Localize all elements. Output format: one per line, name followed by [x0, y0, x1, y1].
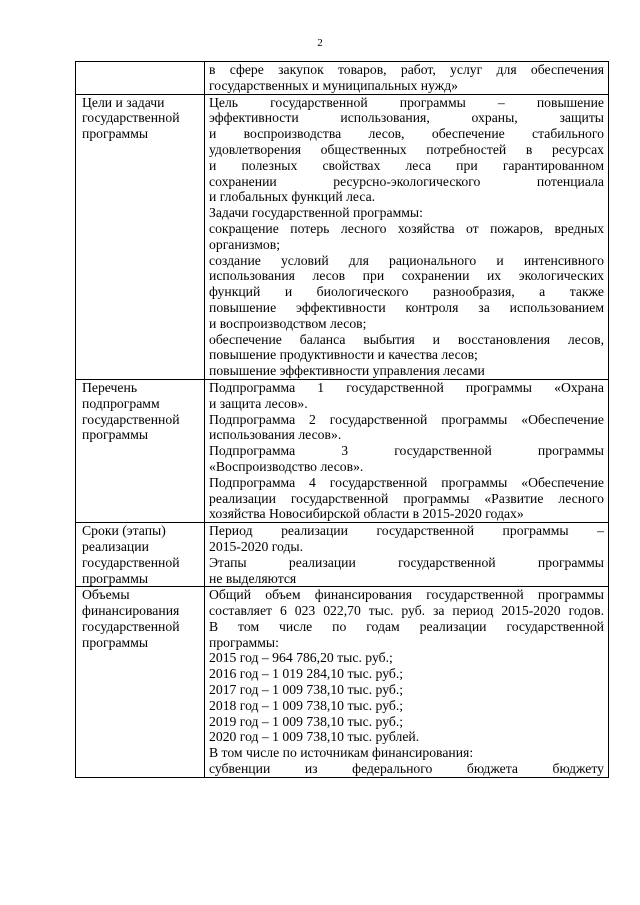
row-content-line: повышение эффективности управления лесами: [209, 363, 485, 379]
row-label-line: программы: [82, 427, 149, 443]
row-content-cell: [205, 379, 609, 522]
row-label-line: финансирования: [82, 603, 180, 619]
row-content-line: использования лесов при сохранении их экологических: [209, 268, 604, 284]
page-number: 2: [317, 37, 323, 49]
row-content-line: составляет 6 023 022,70 тыс. руб. за период 2015-2020 годов.: [209, 603, 604, 619]
program-passport-table: [75, 61, 609, 778]
row-content-cell: [205, 587, 609, 778]
row-content-line: и защита лесов».: [209, 395, 308, 411]
row-label-cell: [76, 94, 205, 379]
row-content-line: государственных и муниципальных нужд»: [209, 77, 459, 93]
row-content-line: 2016 год – 1 019 284,10 тыс. руб.;: [209, 666, 404, 682]
row-label-line: Сроки (этапы): [82, 523, 166, 539]
row-content-line: В том числе по источникам финансирования:: [209, 745, 474, 761]
row-content-line: функций и биологического разнообразия, а также: [209, 284, 604, 300]
row-content-cell: [205, 62, 609, 95]
row-content-line: хозяйства Новосибирской области в 2015-2020 годах»: [209, 506, 524, 522]
row-label-line: программы: [82, 126, 149, 142]
row-content-line: использования лесов».: [209, 427, 342, 443]
row-content-line: «Воспроизводство лесов».: [209, 458, 364, 474]
row-content-line: Общий объем финансирования государственной программы: [209, 587, 604, 603]
row-content-cell: [205, 523, 609, 587]
row-content-line: сохранении ресурсно-экологического потенциала: [209, 173, 604, 189]
row-label-line: государственной: [82, 411, 180, 427]
row-content-line: в сфере закупок товаров, работ, услуг для обеспечения: [209, 62, 604, 77]
row-label-cell: [76, 62, 205, 95]
row-content-line: и воспроизводства лесов, обеспечение стабильного: [209, 126, 604, 142]
table-row: [76, 523, 609, 587]
row-content-line: 2017 год – 1 009 738,10 тыс. руб.;: [209, 682, 404, 698]
row-content-line: 2015 год – 964 786,20 тыс. руб.;: [209, 650, 393, 666]
row-label-line: программы: [82, 634, 149, 650]
row-content-line: 2019 год – 1 009 738,10 тыс. руб.;: [209, 713, 404, 729]
row-content-line: Задачи государственной программы:: [209, 205, 423, 221]
table-row: [76, 62, 609, 95]
row-content-cell: [205, 94, 609, 379]
row-label-cell: [76, 379, 205, 522]
table-row: [76, 587, 609, 778]
row-label-line: подпрограмм: [82, 395, 160, 411]
row-content-line: Период реализации государственной программы –: [209, 523, 604, 539]
row-label-line: Цели и задачи: [82, 94, 165, 110]
row-label-line: государственной: [82, 554, 180, 570]
row-label-line: реализации: [82, 538, 149, 554]
row-content-line: повышение продуктивности и качества лесов;: [209, 347, 478, 363]
row-content-line: 2015-2020 годы.: [209, 538, 304, 554]
row-content-line: Подпрограмма 4 государственной программы «Обеспечение: [209, 474, 604, 490]
row-content-line: эффективности использования, охраны, защиты: [209, 110, 604, 126]
row-label-line: программы: [82, 570, 149, 586]
row-content-line: удовлетворения общественных потребностей в ресурсах: [209, 141, 604, 157]
row-content-line: 2020 год – 1 009 738,10 тыс. рублей.: [209, 729, 420, 745]
table-row: [76, 94, 609, 379]
row-content-line: организмов;: [209, 236, 281, 252]
row-content-line: повышение эффективности контроля за использованием: [209, 299, 604, 315]
row-content-line: реализации государственной программы «Развитие лесного: [209, 490, 604, 506]
table-body: [76, 62, 609, 778]
row-content-line: и глобальных функций леса.: [209, 189, 376, 205]
row-content-line: В том числе по годам реализации государственной: [209, 618, 604, 634]
row-content-line: Цель государственной программы – повышение: [209, 94, 604, 110]
row-label-line: государственной: [82, 618, 180, 634]
row-content-line: субвенции из федерального бюджета бюджету: [209, 761, 604, 777]
row-label-line: государственной: [82, 110, 180, 126]
row-content-line: обеспечение баланса выбытия и восстановления лесов,: [209, 331, 604, 347]
row-content-line: программы:: [209, 634, 279, 650]
row-label-cell: [76, 587, 205, 778]
row-content-line: сокращение потерь лесного хозяйства от пожаров, вредных: [209, 220, 604, 236]
row-label-cell: [76, 523, 205, 587]
row-content-line: Этапы реализации государственной программы: [209, 554, 604, 570]
table-row: [76, 379, 609, 522]
row-label-line: Объемы: [82, 587, 130, 603]
row-content-line: не выделяются: [209, 570, 297, 586]
row-content-line: создание условий для рационального и интенсивного: [209, 252, 604, 268]
row-content-line: и полезных свойствах леса при гарантированном: [209, 157, 604, 173]
row-content-line: Подпрограмма 3 государственной программы: [209, 443, 604, 459]
row-content-line: и воспроизводством лесов;: [209, 315, 367, 331]
row-content-line: Подпрограмма 1 государственной программы «Охрана: [209, 379, 604, 395]
row-content-line: Подпрограмма 2 государственной программы «Обеспечение: [209, 411, 604, 427]
row-label-line: Перечень: [82, 379, 138, 395]
row-content-line: 2018 год – 1 009 738,10 тыс. руб.;: [209, 697, 404, 713]
